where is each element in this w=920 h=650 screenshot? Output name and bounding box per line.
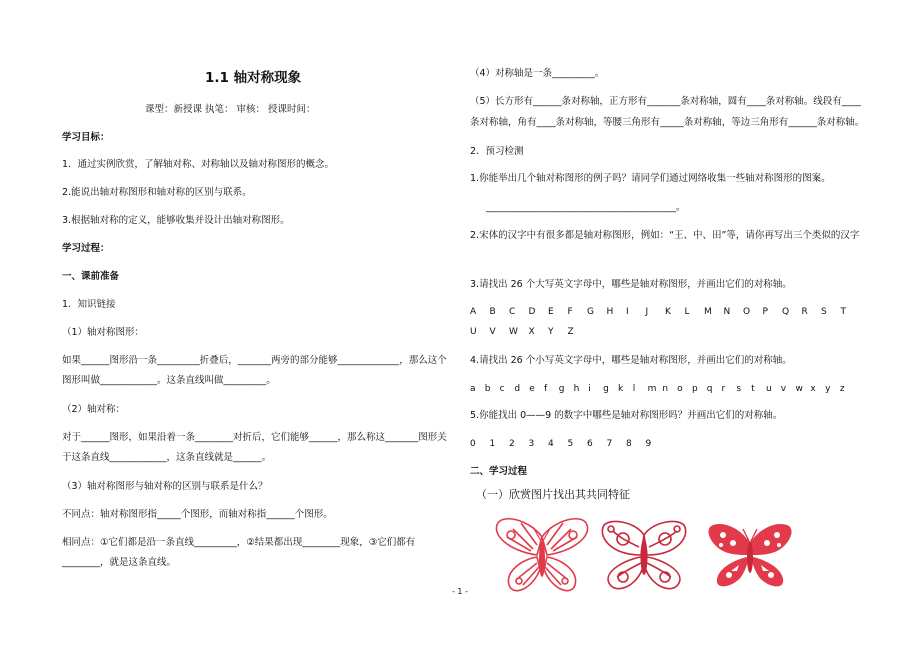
lowercase-letter: e [529, 384, 535, 394]
similarity-line-2: ________，就是这条直线。 [62, 557, 177, 568]
prep-heading: 一、课前准备 [62, 271, 120, 282]
preview-q4: 4.请找出 26 个小写英文字母中，哪些是轴对称图形，并画出它们的对称轴。 [470, 355, 792, 366]
q4-line: （4）对称轴是一条_________。 [470, 68, 605, 79]
lowercase-letter: u [765, 384, 772, 394]
uppercase-letter: W [509, 327, 518, 337]
uppercase-letter: J [645, 307, 649, 317]
lowercase-letter: y [825, 384, 831, 394]
appreciate-heading: （一）欣赏图片找出其共同特征 [476, 488, 630, 501]
lowercase-letter: s [736, 384, 742, 394]
page-title: 1.1 轴对称现象 [205, 70, 302, 86]
lowercase-letter: o [677, 384, 683, 394]
lowercase-row [470, 383, 855, 395]
butterfly-papercut-image-2 [597, 517, 691, 595]
preview-heading: 2．预习检测 [470, 146, 524, 157]
uppercase-letter: Y [548, 327, 554, 337]
uppercase-row-1 [470, 306, 860, 318]
uppercase-letter: G [587, 307, 594, 317]
uppercase-letter: K [665, 307, 671, 317]
uppercase-letter: D [528, 307, 536, 317]
butterfly-papercut-image-3 [701, 519, 799, 593]
digit: 1 [489, 439, 496, 449]
lowercase-letter: i [588, 384, 591, 394]
lowercase-letter: d [514, 384, 521, 394]
uppercase-letter: X [528, 327, 535, 337]
uppercase-letter: C [509, 307, 516, 317]
uppercase-letter: F [567, 307, 573, 317]
page-number: - 1 - [452, 587, 468, 596]
lowercase-letter: m [647, 384, 657, 394]
section-2-heading: 二、学习过程 [470, 466, 528, 477]
lowercase-letter: v [780, 384, 787, 394]
lowercase-letter: c [499, 384, 505, 394]
digit: 6 [587, 439, 593, 449]
preview-q1-blank: ________________________________________。 [486, 202, 686, 213]
uppercase-letter: O [743, 307, 751, 317]
uppercase-letter: T [840, 307, 846, 317]
uppercase-letter: P [762, 307, 768, 317]
uppercase-letter: Z [567, 327, 574, 337]
goal-3: 3.根据轴对称的定义，能够收集并设计出轴对称图形。 [62, 215, 290, 226]
lowercase-letter: x [810, 384, 816, 394]
q3-label: （3）轴对称图形与轴对称的区别与联系是什么？ [62, 481, 268, 492]
goal-1: 1．通过实例欣赏，了解轴对称、对称轴以及轴对称图形的概念。 [62, 159, 335, 170]
lowercase-letter: t [751, 384, 755, 394]
lowercase-letter: p [691, 384, 698, 394]
uppercase-letter: N [723, 307, 731, 317]
uppercase-letter: I [626, 307, 629, 317]
lowercase-letter: g [558, 384, 565, 394]
digit: 2 [509, 439, 515, 449]
uppercase-letter: H [606, 307, 614, 317]
difference-line: 不同点：轴对称图形指_____个图形，而轴对称指______个图形。 [62, 509, 333, 520]
digit: 4 [548, 439, 554, 449]
q5-line-1: （5）长方形有______条对称轴，正方形有_______条对称轴，圆有____条对称轴。线段有____ [470, 96, 861, 107]
goal-2: 2.能说出轴对称图形和轴对称的区别与联系。 [62, 187, 252, 198]
q1-label: （1）轴对称图形： [62, 327, 145, 338]
q2-line-2: 于这条直线____________，这条直线就是______。 [62, 452, 272, 463]
q2-line-1: 对于______图形，如果沿着一条________对折后，它们能够______，那么称这_______图形关 [62, 432, 447, 443]
uppercase-letter: L [684, 307, 690, 317]
uppercase-letter: M [704, 307, 712, 317]
preview-q1: 1.你能举出几个轴对称图形的例子吗？请同学们通过网络收集一些轴对称图形的图案。 [470, 173, 831, 184]
digit: 0 [470, 439, 476, 449]
lowercase-letter: a [470, 384, 476, 394]
digit: 8 [626, 439, 632, 449]
lowercase-letter: h [573, 384, 580, 394]
uppercase-letter: Q [782, 307, 790, 317]
butterfly-papercut-image-1 [493, 515, 591, 597]
lowercase-letter: l [632, 384, 636, 394]
q5-line-2: 条对称轴，角有____条对称轴，等腰三角形有_____条对称轴，等边三角形有______条对称轴。 [470, 117, 865, 128]
lowercase-letter: q [706, 384, 713, 394]
digit: 3 [528, 439, 535, 449]
similarity-line-1: 相同点：①它们都是沿一条直线_________，②结果都出现________现象，③它们都有 [62, 537, 416, 548]
knowledge-link: 1．知识链接 [62, 299, 116, 310]
q2-label: （2）轴对称： [62, 404, 126, 415]
q1-line-2: 图形叫做____________。这条直线叫做_________。 [62, 375, 276, 386]
uppercase-row-2 [470, 326, 587, 338]
uppercase-letter: A [470, 307, 477, 317]
uppercase-letter: R [801, 307, 808, 317]
lowercase-letter: g [603, 384, 609, 394]
digit: 7 [606, 439, 613, 449]
lowercase-letter: b [484, 384, 491, 394]
goals-heading: 学习目标： [62, 132, 110, 143]
lowercase-letter: w [795, 384, 803, 394]
uppercase-letter: S [821, 307, 827, 317]
preview-q3: 3.请找出 26 个大写英文字母中，哪些是轴对称图形，并画出它们的对称轴。 [470, 279, 792, 290]
uppercase-letter: V [489, 327, 496, 337]
lowercase-letter: r [721, 384, 726, 394]
digit: 9 [645, 439, 652, 449]
lowercase-letter: k [617, 384, 624, 394]
q1-line-1: 如果______图形沿一条_________折叠后，_______两旁的部分能够_____________，那么这个 [62, 355, 447, 366]
preview-q2: 2.宋体的汉字中有很多都是轴对称图形，例如：“王、中、田”等，请你再写出三个类似的汉字 [470, 230, 860, 241]
uppercase-letter: U [470, 327, 477, 337]
uppercase-letter: E [548, 307, 554, 317]
digits-row [470, 438, 665, 450]
digit: 5 [567, 439, 574, 449]
lesson-meta: 课型：新授课 执笔： 审核： 授课时间： [145, 104, 316, 115]
process-heading: 学习过程： [62, 243, 110, 254]
lowercase-letter: f [543, 384, 548, 394]
lowercase-letter: z [839, 384, 845, 394]
lowercase-letter: n [662, 384, 669, 394]
preview-q5: 5.你能找出 0——9 的数字中哪些是轴对称图形吗？并画出它们的对称轴。 [470, 410, 783, 421]
uppercase-letter: B [489, 307, 496, 317]
